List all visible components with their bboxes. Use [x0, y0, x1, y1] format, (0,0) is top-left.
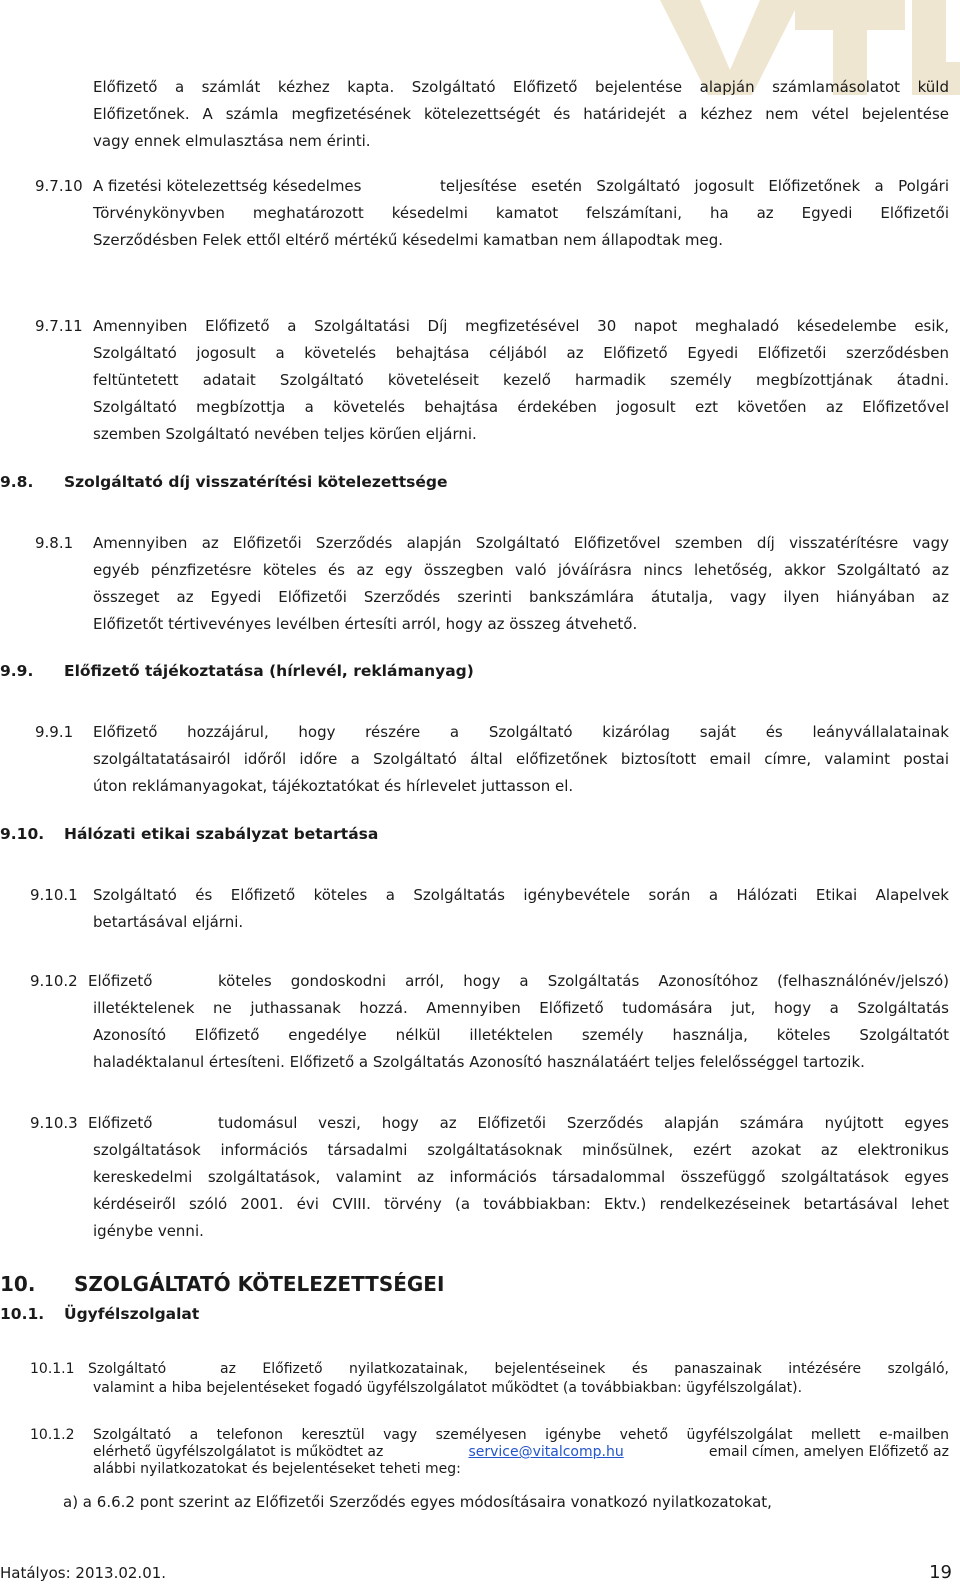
intro-paragraph	[93, 74, 949, 155]
heading-9-10-title: Hálózati etikai szabályzat betartása	[64, 825, 379, 843]
section-lead-text: A fizetési kötelezettség késedelmes	[93, 177, 362, 195]
section-9-8-1-line-1: Amennyiben az Előfizetői Szerződés alapján Szolgáltató Előfizetővel szemben díj visszatérítésre vagy	[93, 534, 949, 552]
section-9-10-1-line-1: Szolgáltató és Előfizető köteles a Szolgáltatás igénybevétele során a Hálózati Etikai Alapelvek	[93, 886, 949, 904]
section-9-10-2-line-1	[218, 968, 949, 995]
section-9-10-3-line-2: szolgáltatások információs társadalmi szolgáltatásoknak minősülnek, ezért azokat az elektronikus	[93, 1141, 949, 1159]
intro-line-3: vagy ennek elmulasztása nem érinti.	[93, 132, 371, 150]
section-9-7-11-body	[93, 313, 949, 448]
section-10-1-2-line-2-start: elérhető ügyfélszolgálatot is működtet az	[93, 1444, 384, 1460]
intro-line-2: Előfizetőnek. A számla megfizetésének kötelezettségét és határidejét a kézhez nem vétel bejelentése	[93, 105, 949, 123]
section-9-10-2-line-1-text: köteles gondoskodni arról, hogy a Szolgáltatás Azonosítóhoz (felhasználónév/jelszó)	[218, 972, 949, 990]
section-9-10-3-line-5: igénybe venni.	[93, 1222, 204, 1240]
section-9-7-11-line-5: szemben Szolgáltató nevében teljes körűen eljárni.	[93, 425, 477, 443]
section-9-7-11-line-1: Amennyiben Előfizető a Szolgáltatási Díj megfizetésével 30 napot meghaladó késedelembe esik,	[93, 317, 949, 335]
section-10-1-2-line-3: alábbi nyilatkozatokat és bejelentéseket teheti meg:	[93, 1461, 461, 1477]
section-9-7-10-line-3: Szerződésben Felek ettől eltérő mértékű késedelmi kamatban nem állapodtak meg.	[93, 231, 724, 249]
effective-date: Hatályos: 2013.02.01.	[0, 1564, 167, 1582]
section-9-8-1-line-4: Előfizetőt tértivevényes levélben értesíti arról, hogy az összeg átvehető.	[93, 615, 638, 633]
section-number: 9.10.1	[30, 886, 78, 904]
section-9-10-2-line-2: illetéktelenek ne juthassanak hozzá. Amennyiben Előfizető tudomására jut, hogy a Szolgáltatás	[93, 999, 949, 1017]
section-9-10-3-body	[93, 1137, 949, 1245]
section-9-8-1-body	[93, 530, 949, 638]
heading-number: 9.8.	[0, 473, 34, 491]
section-9-7-11-line-3: feltüntetett adatait Szolgáltató követeléseit kezelő harmadik személy megbízottjának átadni.	[93, 371, 949, 389]
section-9-10-2-line-3: Azonosító Előfizető engedélye nélkül illetéktelen személy használja, köteles Szolgáltatót	[93, 1026, 949, 1044]
section-lead-text: Szolgáltató	[88, 1361, 167, 1377]
chapter-10-title: SZOLGÁLTATÓ KÖTELEZETTSÉGEI	[74, 1272, 445, 1296]
section-number: 9.9.1	[35, 723, 74, 741]
section-9-9-1-line-3: úton reklámanyagokat, tájékoztatókat és hírlevelet juttasson el.	[93, 777, 574, 795]
section-9-9-1-line-2: szolgáltatatásairól időről időre a Szolgáltató által előfizetőnek biztosított email címre, valamint postai	[93, 750, 949, 768]
section-number: 9.7.10	[35, 177, 83, 195]
heading-number: 10.1.	[0, 1305, 45, 1323]
section-9-10-1-line-2: betartásával eljárni.	[93, 913, 244, 931]
section-9-7-11-line-2: Szolgáltató jogosult a követelés behajtása céljából az Előfizető Egyedi Előfizetői szerződésben	[93, 344, 949, 362]
section-9-7-10-body	[93, 200, 949, 254]
heading-9-8-title: Szolgáltató díj visszatérítési kötelezettsége	[64, 473, 448, 491]
section-10-1-2-line-2	[93, 1444, 949, 1461]
section-10-1-2-line-1: Szolgáltató a telefonon keresztül vagy személyesen igénybe vehető ügyfélszolgálat mellett e-mailben	[93, 1427, 949, 1443]
section-number: 9.10.3	[30, 1114, 78, 1132]
section-9-10-2-body	[93, 995, 949, 1076]
section-10-1-2-line-2-end: email címen, amelyen Előfizető az	[708, 1444, 949, 1460]
list-item-a: a) a 6.6.2 pont szerint az Előfizetői Szerződés egyes módosításaira vonatkozó nyilatkozatokat,	[63, 1493, 772, 1511]
section-number: 10.1.2	[30, 1427, 75, 1443]
section-9-7-11-line-4: Szolgáltató megbízottja a követelés behajtása érdekében jogosult ezt követően az Előfizetővel	[93, 398, 949, 416]
section-number: 9.8.1	[35, 534, 74, 552]
section-9-9-1-line-1: Előfizető hozzájárul, hogy részére a Szolgáltató kizárólag saját és leányvállalatainak	[93, 723, 949, 741]
section-10-1-1-line-2: valamint a hiba bejelentéseket fogadó ügyfélszolgálatot működtet (a továbbiakban: ügyfélszolgálat).	[93, 1380, 803, 1396]
service-email-link[interactable]: service@vitalcomp.hu	[468, 1444, 624, 1460]
section-9-8-1-line-3: összeget az Egyedi Előfizetői Szerződés szerinti bankszámlára átutalja, vagy ilyen hiányában az	[93, 588, 949, 606]
section-9-7-10-line-1	[440, 173, 949, 200]
section-9-10-1-body	[93, 882, 949, 936]
section-9-10-3-line-4: kérdéseiről szóló 2001. évi CVIII. törvény (a továbbiakban: Ektv.) rendelkezéseinek betartásával lehet	[93, 1195, 949, 1213]
section-9-9-1-body	[93, 719, 949, 800]
section-lead-text: Előfizető	[88, 1114, 153, 1132]
heading-9-9-title: Előfizető tájékoztatása (hírlevél, reklámanyag)	[64, 662, 474, 680]
section-number: 9.10.2	[30, 972, 78, 990]
heading-10-1-title: Ügyfélszolgalat	[64, 1305, 200, 1323]
section-10-1-1-body	[93, 1380, 949, 1397]
section-9-7-10-line-2: Törvénykönyvben meghatározott késedelmi kamatot felszámítani, ha az Egyedi Előfizetői	[93, 204, 949, 222]
section-number: 10.1.1	[30, 1361, 75, 1377]
section-lead-text: Előfizető	[88, 972, 153, 990]
heading-number: 9.9.	[0, 662, 34, 680]
chapter-number: 10.	[0, 1272, 36, 1296]
section-10-1-1-line-1-text: az Előfizető nyilatkozatainak, bejelentéseinek és panaszainak intézésére szolgáló,	[220, 1361, 949, 1377]
section-9-8-1-line-2: egyéb pénzfizetésre köteles és az egy összegben való jóváírásra nincs lehetőség, akkor Szolgáltató az	[93, 561, 949, 579]
heading-number: 9.10.	[0, 825, 45, 843]
section-9-10-3-line-1	[218, 1110, 949, 1137]
section-10-1-1-line-1	[220, 1361, 949, 1378]
intro-line-1: Előfizető a számlát kézhez kapta. Szolgáltató Előfizető bejelentése alapján számlamásolatot küld	[93, 78, 949, 96]
section-9-10-2-line-4: haladéktalanul értesíteni. Előfizető a Szolgáltatás Azonosító használatáért teljes felelősséggel tartozik.	[93, 1053, 865, 1071]
section-10-1-2-body	[93, 1427, 949, 1478]
section-9-10-3-line-3: kereskedelmi szolgáltatások, valamint az információs társadalommal összefüggő szolgáltatások egyes	[93, 1168, 949, 1186]
section-9-7-10-line-1-text: teljesítése esetén Szolgáltató jogosult Előfizetőnek a Polgári	[440, 177, 949, 195]
page-number: 19	[929, 1562, 952, 1583]
section-number: 9.7.11	[35, 317, 83, 335]
section-9-10-3-line-1-text: tudomásul veszi, hogy az Előfizetői Szerződés alapján számára nyújtott egyes	[218, 1114, 949, 1132]
